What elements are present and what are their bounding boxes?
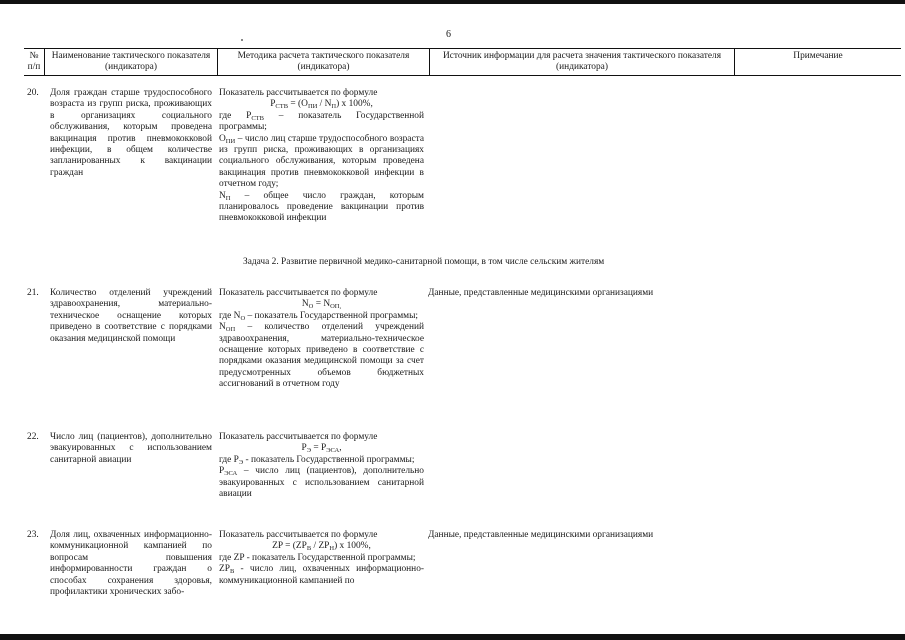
method-line: Показатель рассчитывается по формуле [219, 88, 378, 98]
row-number: 20. [27, 88, 39, 98]
method-definition: $N_{ОП}$ – количество отделений учреждений здравоохранения, материально-техническое оснащение которых приведено в соответствие с порядками оказания медицинской помощи за счет предусмотренных объемов бюджетных ассигнований в отчетном году [219, 322, 424, 390]
header-indicator-name: Наименование тактического показателя (индикатора) [44, 49, 217, 75]
header-method: Методика расчета тактического показателя (индикатора) [217, 49, 429, 75]
formula: $Р_{СТВ} = (О_{ПИ} / N_П)$ х 100%, [270, 99, 373, 111]
method-definition: где $Р_Э$ - показатель Государственной программы; [219, 454, 415, 466]
indicator-name: Число лиц (пациентов), дополнительно эвакуированных с использованием санитарной авиации [50, 432, 212, 465]
method-text [219, 432, 424, 500]
method-definition: $О_{ПИ}$ – число лиц старше трудоспособного возраста из групп риска, проживающих в организациях социального обслуживания, которым проведена вакцинация против пневмококковой инфекции в отчетном году; [219, 133, 424, 190]
method-line: Показатель рассчитывается по формуле [219, 288, 378, 298]
formula: ZP = $(ZP_В / ZP_Н)$ х 100%, [272, 541, 371, 553]
method-line: Показатель рассчитывается по формуле [219, 432, 378, 442]
indicator-name: Количество отделений учреждений здравоохранения, материально-техническое оснащение которых приведено в соответствие с порядками оказания медицинской помощи [50, 288, 212, 344]
method-text [219, 288, 424, 391]
page-number: 6 [446, 29, 451, 40]
formula: $N_О = N_{ОП,}$ [301, 299, 342, 311]
method-line: Показатель рассчитывается по формуле [219, 530, 378, 540]
method-definition: $N_П$ – общее число граждан, которым планировалось проведение вакцинации против пневмококковой инфекции [219, 190, 424, 224]
row-number: 23. [27, 530, 39, 540]
task-heading: Задача 2. Развитие первичной медико-санитарной помощи, в том числе сельским жителям [243, 257, 605, 267]
row-number: 22. [27, 432, 39, 442]
method-definition: где $N_О$ – показатель Государственной программы; [219, 310, 418, 322]
indicator-name: Доля лиц, охваченных информационно-коммуникационной кампанией по вопросам повышения информированности граждан о способах сохранения здоровья, профилактики хронических забо- [50, 530, 212, 598]
row-number: 21. [27, 288, 39, 298]
header-source: Источник информации для расчета значения тактического показателя (индикатора) [429, 49, 734, 75]
method-definition: $ZP_В$ - число лиц, охваченных информационно-коммуникационной кампанией по [219, 564, 424, 586]
bottom-rule [0, 634, 905, 640]
header-note: Примечание [734, 49, 901, 75]
header-number: № п/п [27, 51, 41, 72]
formula: $Р_Э = Р_{ЭСА}$, [301, 443, 342, 455]
table-header [24, 48, 901, 76]
method-definition: где ZP - показатель Государственной программы; [219, 552, 416, 563]
top-rule [0, 0, 905, 4]
info-source: Данные, представленные медицинскими организациями [428, 288, 654, 298]
method-text [219, 88, 424, 225]
indicator-name: Доля граждан старше трудоспособного возраста из групп риска, проживающих в организациях социального обслуживания, которым проведена вакцинация против пневмококковой инфекции, в общем количестве запланированных к вакцинации граждан [50, 88, 212, 178]
info-source: Данные, представленные медицинскими организациями [428, 530, 654, 540]
scan-speck [241, 39, 243, 41]
method-definition: где $Р_{СТВ}$ – показатель Государственной программы; [219, 110, 424, 133]
method-text [219, 530, 424, 587]
method-definition: $Р_{ЭСА}$ – число лиц (пациентов), дополнительно эвакуированных с использованием санитарной авиации [219, 466, 424, 500]
